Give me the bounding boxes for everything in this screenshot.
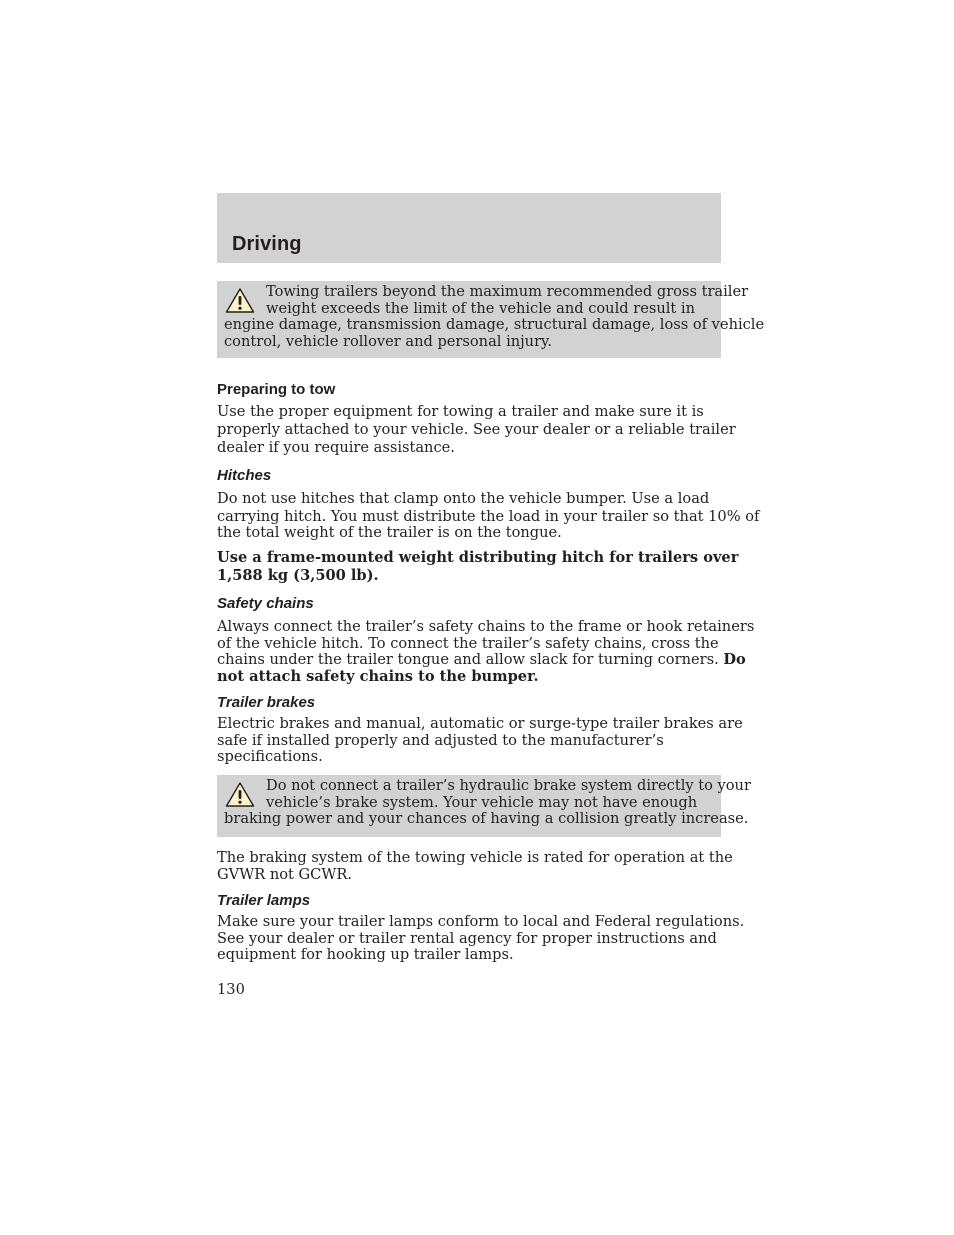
section-header — [217, 193, 721, 263]
text-line: See your dealer or trailer rental agency for proper instructions and — [217, 929, 717, 947]
text-line: safe if installed properly and adjusted to the manufacturer’s — [217, 731, 664, 749]
warning-text-line: Do not connect a trailer’s hydraulic brake system directly to your — [266, 777, 751, 794]
page-number: 130 — [217, 981, 245, 998]
paragraph — [217, 849, 733, 883]
text-line: Use the proper equipment for towing a trailer and make sure it is — [217, 403, 704, 420]
text-line: Electric brakes and manual, automatic or surge-type trailer brakes are — [217, 715, 743, 732]
text-line: Do not use hitches that clamp onto the vehicle bumper. Use a load — [217, 490, 710, 507]
warning-text-line: braking power and your chances of having a collision greatly increase. — [224, 810, 749, 827]
warning-triangle-icon — [225, 781, 255, 808]
subsection-heading: Safety chains — [217, 595, 314, 612]
warning-text-line: weight exceeds the limit of the vehicle and could result in — [266, 299, 695, 317]
paragraph — [217, 490, 760, 542]
bold-paragraph — [217, 549, 739, 584]
warning-text-line: Towing trailers beyond the maximum recommended gross trailer — [266, 283, 749, 300]
text-line: The braking system of the towing vehicle is rated for operation at the — [217, 849, 733, 866]
text-line: the total weight of the trailer is on the tongue. — [217, 524, 562, 542]
warning-text-line: engine damage, transmission damage, structural damage, loss of vehicle — [224, 316, 765, 333]
warning-box — [217, 775, 751, 837]
bold-text-segment: Do — [723, 651, 746, 669]
text-line: GVWR not GCWR. — [217, 865, 352, 883]
text-line: specifications. — [217, 748, 323, 766]
text-line — [217, 651, 746, 669]
paragraph — [217, 913, 745, 964]
paragraph — [217, 403, 736, 457]
text-line: carrying hitch. You must distribute the load in your trailer so that 10% of — [217, 507, 760, 525]
warning-text-line: control, vehicle rollover and personal injury. — [224, 332, 553, 350]
text-line: equipment for hooking up trailer lamps. — [217, 946, 514, 964]
text-line: Always connect the trailer’s safety chains to the frame or hook retainers — [217, 618, 755, 635]
text-line: Use a frame-mounted weight distributing hitch for trailers over — [217, 549, 739, 566]
text-segment: chains under the trailer tongue and allow slack for turning corners. — [217, 651, 724, 669]
text-line: properly attached to your vehicle. See your dealer or a reliable trailer — [217, 421, 736, 439]
text-line: of the vehicle hitch. To connect the trailer’s safety chains, cross the — [217, 634, 719, 652]
subsection-heading: Hitches — [217, 467, 272, 484]
subsection-heading: Trailer lamps — [217, 892, 311, 909]
section-heading: Preparing to tow — [217, 381, 336, 398]
text-line: 1,588 kg (3,500 lb). — [217, 566, 379, 584]
paragraph — [217, 618, 755, 685]
text-line: dealer if you require assistance. — [217, 439, 455, 457]
warning-text-line: vehicle’s brake system. Your vehicle may not have enough — [266, 794, 698, 811]
paragraph — [217, 715, 743, 766]
text-line: not attach safety chains to the bumper. — [217, 667, 539, 685]
subsection-heading: Trailer brakes — [217, 694, 316, 711]
section-title: Driving — [232, 233, 302, 255]
warning-box — [217, 281, 765, 358]
text-line: Make sure your trailer lamps conform to local and Federal regulations. — [217, 913, 745, 930]
warning-triangle-icon — [225, 287, 255, 314]
